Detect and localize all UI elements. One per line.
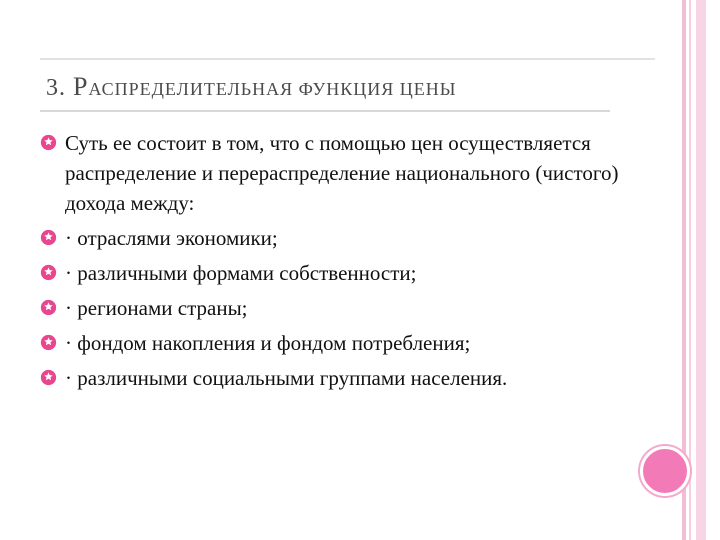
bullet-item — [40, 363, 640, 393]
gear-icon — [40, 334, 57, 351]
gear-icon — [40, 264, 57, 281]
bullet-text: Суть ее состоит в том, что с помощью цен осуществляется распределение и перераспределение национального (чистого) дохода между: — [65, 131, 619, 215]
bullet-list — [40, 128, 640, 398]
title-underline — [40, 110, 610, 112]
title-number: 3. — [46, 75, 73, 101]
title-top-rule — [40, 58, 655, 60]
gear-icon — [40, 299, 57, 316]
title-first-letter: Р — [73, 72, 89, 101]
right-border-stripe — [696, 0, 706, 540]
bullet-text: · фондом накопления и фондом потребления; — [65, 331, 471, 355]
bullet-text: · различными социальными группами населения. — [65, 366, 508, 390]
gear-icon — [40, 369, 57, 386]
right-border-stripe — [689, 0, 691, 540]
gear-icon — [40, 229, 57, 246]
gear-icon — [40, 134, 57, 151]
bullet-text: · отраслями экономики; — [65, 226, 278, 250]
bullet-text: · регионами страны; — [65, 296, 248, 320]
bullet-item — [40, 328, 640, 358]
pink-circle-decoration — [640, 446, 690, 496]
bullet-text: · различными формами собственности; — [65, 261, 417, 285]
bullet-item — [40, 128, 640, 218]
bullet-item — [40, 293, 640, 323]
slide-title — [46, 72, 456, 102]
bullet-item — [40, 258, 640, 288]
bullet-item — [40, 223, 640, 253]
title-rest: АСПРЕДЕЛИТЕЛЬНАЯ ФУНКЦИЯ ЦЕНЫ — [88, 79, 457, 99]
